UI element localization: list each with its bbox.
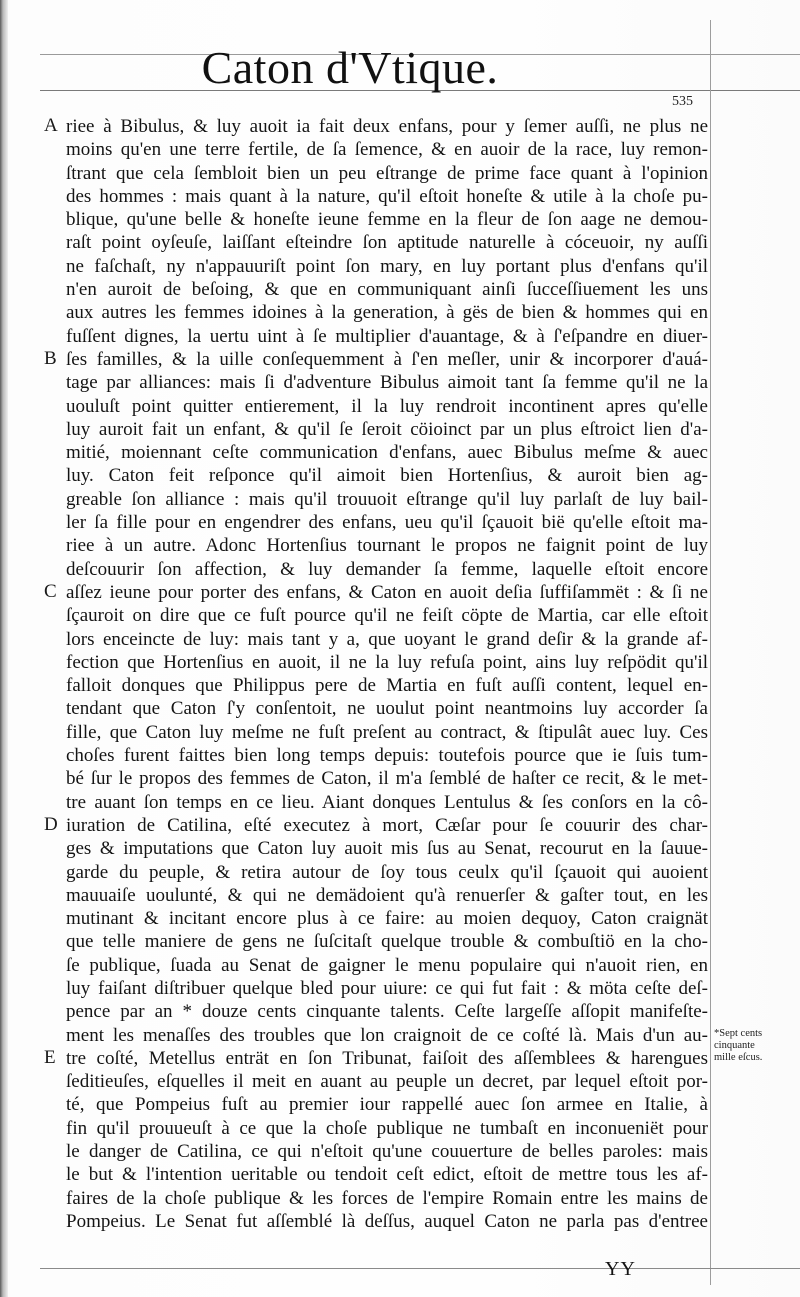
- text-line: riee à un autre. Adonc Hortenſius tournant le propos ne faignit point de luy: [66, 535, 708, 557]
- text-line: ges & imputations que Caton luy auoit mis ſus au Senat, recourut en la ſauue-: [66, 838, 708, 860]
- text-line: fection que Hortenſius en auoit, il ne la luy refuſa point, ains luy reſpödit qu'il: [66, 651, 708, 673]
- text-line: fuſſent dignes, la uertu uint à ſe multiplier d'auantage, & à ſ'eſpandre en diuer-: [66, 325, 708, 347]
- running-head-title: Caton d'Vtique.: [201, 42, 499, 93]
- text-line: des hommes : mais quant à la nature, qu'il eſtoit honeſte & utile à la choſe pu-: [66, 185, 708, 207]
- text-line: garde du peuple, & retira autour de ſoy tous ceulx qu'il ſçauoit qui auoient: [66, 861, 708, 883]
- text-line: ſçauroit on dire que ce fuſt pource qu'il ne feiſt cöpte de Martia, car elle eſtoit: [66, 605, 708, 627]
- text-line: Pompeius. Le Senat fut aſſemblé là deſſus, auquel Caton ne parla pas d'entree: [66, 1210, 708, 1232]
- text-line: tendant que Caton ſ'y conſentoit, ne uoulut point neantmoins luy accorder ſa: [66, 698, 708, 720]
- text-line: greable ſon alliance : mais qu'il trouuoit eſtrange qu'il luy parlaſt de luy bail-: [66, 488, 708, 510]
- text-line: tre coſté, Metellus enträt en ſon Tribunat, faiſoit des aſſemblees & harengues: [66, 1047, 708, 1069]
- text-line: pence par an * douze cents cinquante talents. Ceſte largeſſe aſſopit manifeſte-: [66, 1001, 708, 1023]
- marginal-note-line: cinquante: [714, 1040, 755, 1051]
- text-line: choſes furent faittes bien long temps depuis: toutefois pource que ie ſuis tum-: [66, 745, 708, 767]
- text-line: faires de la choſe publique & les forces de l'empire Romain entre les mains de: [66, 1187, 708, 1209]
- text-line: lors enceincte de luy: mais tant y a, que uoyant le grand deſir & la grande af-: [66, 628, 708, 650]
- text-line: n'en auroit de beſoing, & que en communiquant ainſi ſucceſſiuement les uns: [66, 279, 708, 301]
- text-line: mutinant & incitant encore plus à ce faire: au moien dequoy, Caton craignät: [66, 908, 708, 930]
- text-line: ſe publique, ſuada au Senat de gaigner le menu populaire qui n'auoit rien, en: [66, 954, 708, 976]
- text-line: le but & l'intention ueritable ou tendoit ceſt edict, eſtoit de mettre tous les af-: [66, 1164, 708, 1186]
- text-line: blique, qu'une belle & honeſte ieune femme en la fleur de ſon aage ne demou-: [66, 209, 708, 231]
- text-line: aux autres les femmes idoines à la generation, à gës de bien & hommes qui en: [66, 302, 708, 324]
- text-line: ment les menaſſes des troubles que lon craignoit de ce coſté là. Mais d'un au-: [66, 1024, 708, 1046]
- text-line: luy auroit fait un enfant, & qu'il ſe ſeroit cöioinct par un plus eſtroict lien d'a-: [66, 418, 708, 440]
- body-text: [66, 115, 708, 1233]
- text-line: ſtrant que cela ſembloit bien un peu eſtrange de prime face quant à l'opinion: [66, 162, 708, 184]
- text-line: bé ſur le propos des femmes de Caton, il m'a ſemblé de haſter ce recit, & le met-: [66, 768, 708, 790]
- margin-rule: [710, 20, 711, 1285]
- text-line: luy faiſant diſtribuer quelque bled pour uiure: ce qui fut fait : & möta ceſte deſ-: [66, 977, 708, 999]
- page-gutter-shadow: [0, 0, 8, 1297]
- text-line: fin qu'il prouueuſt à ce que la choſe publique ne tumbaſt en inconueniët pour: [66, 1117, 708, 1139]
- text-line: luy. Caton feit reſponce qu'il aimoit bien Hortenſius, & auroit bien ag-: [66, 465, 708, 487]
- margin-letter: D: [44, 814, 58, 835]
- text-line: riee à Bibulus, & luy auoit ia fait deux enfans, pour y ſemer auſſi, ne plus ne: [66, 116, 708, 137]
- marginal-note-line: *Sept cents: [714, 1028, 763, 1039]
- margin-letter: C: [44, 581, 57, 602]
- text-line: té, que Pompeius fuſt au premier iour rappellé auec ſon armee en Italie, à: [66, 1094, 708, 1116]
- marginal-note-line: mille eſcus.: [714, 1052, 763, 1063]
- text-line: tre auant ſon temps en ce lieu. Aiant donques Lentulus & ſes conſors en la cô-: [66, 791, 708, 813]
- text-line: mauuaiſe uoulunté, & qui ne demädoient qu'à renuerſer & gaſter tout, en les: [66, 884, 708, 906]
- text-line: deſcouurir ſon affection, & luy demander ſa femme, laquelle eſtoit encore: [66, 558, 708, 580]
- text-line: uouluſt point quitter entierement, il la luy rendroit incontinent apres qu'elle: [66, 395, 708, 417]
- text-line: ler ſa fille pour en engendrer des enfans, ueu qu'il ſçauoit bië qu'elle eſtoit ma-: [66, 512, 708, 534]
- text-line: mitié, moiennant ceſte communication d'enfans, auec Bibulus meſme & auec: [66, 442, 708, 464]
- text-line: aſſez ieune pour porter des enfans, & Caton en auoit deſia ſuffiſammët : & ſi ne: [66, 581, 708, 603]
- text-line: le danger de Catilina, ce qui n'eſtoit qu'une couuerture de belles paroles: mais: [66, 1141, 708, 1163]
- text-line: ne faſchaſt, ny n'appauuriſt point ſon mary, en luy portant plus d'enfans qu'il: [66, 255, 708, 277]
- text-line: falloit donques que Philippus pere de Martia en fuſt auſſi content, lequel en-: [66, 675, 708, 697]
- text-line: fille, que Caton luy meſme ne fuſt preſent au contract, & ſtipulât auec luy. Ces: [66, 721, 708, 743]
- margin-letter: A: [44, 115, 58, 136]
- signature-mark: YY: [605, 1258, 636, 1280]
- marginal-note: [714, 1028, 798, 1064]
- margin-letter: E: [44, 1047, 56, 1068]
- page-number: 535: [672, 94, 693, 109]
- footer-rule: [40, 1268, 800, 1269]
- text-line: tage par alliances: mais ſi d'adventure Bibulus aimoit tant ſa femme qu'il ne la: [66, 372, 708, 394]
- text-line: iuration de Catilina, eſté executez à mort, Cæſar pour ſe couurir des char-: [66, 814, 708, 836]
- text-line: raſt point oyſeuſe, laiſſant eſteindre ſon aptitude naturelle à cóceuoir, ny auſſi: [66, 232, 708, 254]
- text-line: ſeditieuſes, eſquelles il meit en auant au peuple un decret, par lequel eſtoit por-: [66, 1071, 708, 1093]
- margin-letter: B: [44, 348, 57, 369]
- text-line: moins qu'en une terre fertile, de ſa ſemence, & en auoir de la race, luy remon-: [66, 139, 708, 161]
- text-line: ſes familles, & la uille conſequemment à ſ'en meſler, unir & incorporer d'auá-: [66, 348, 708, 370]
- text-line: que telle maniere de gens ne ſuſcitaſt quelque trouble & combuſtiö en la cho-: [66, 931, 708, 953]
